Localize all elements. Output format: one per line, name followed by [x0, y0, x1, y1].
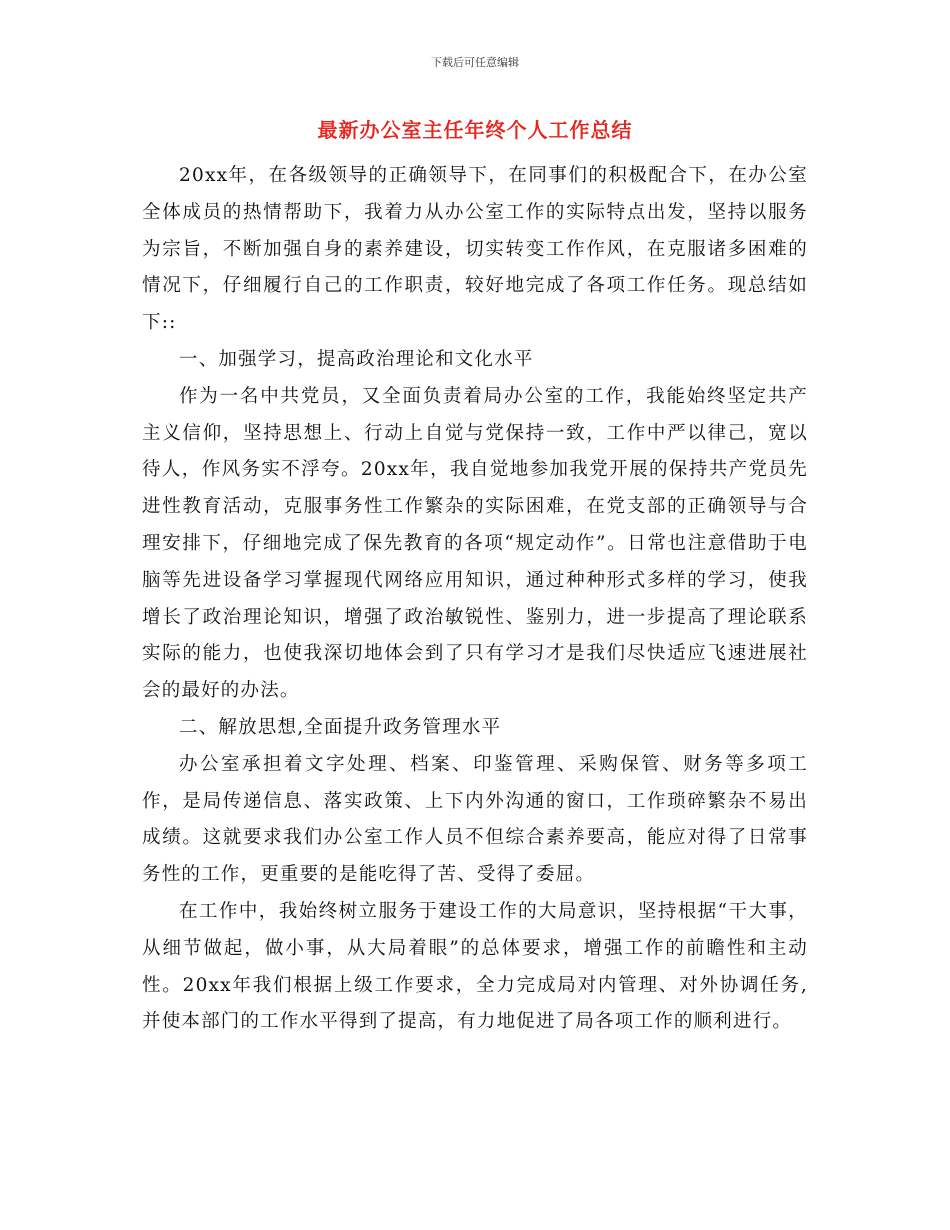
intro-paragraph: 20xx年，在各级领导的正确领导下，在同事们的积极配合下，在办公室全体成员的热情帮助下，我着力从办公室工作的实际特点出发，坚持以服务为宗旨，不断加强自身的素养建设，切实转变工作作风，在克服诸多困难的情况下，仔细履行自己的工作职责，较好地完成了各项工作任务。现总结如下::	[142, 165, 808, 334]
section-2-paragraph-2: 在工作中，我始终树立服务于建设工作的大局意识，坚持根据“干大事，从细节做起，做小事，从大局着眼”的总体要求，增强工作的前瞻性和主动性。20xx年我们根据上级工作要求，全力完成局对内管理、对外协调任务,并使本部门的工作水平得到了提高，有力地促进了局各项工作的顺利进行。	[142, 900, 808, 1033]
section-heading-2: 二、解放思想,全面提升政务管理水平	[179, 716, 502, 738]
section-1-paragraph: 作为一名中共党员，又全面负责着局办公室的工作，我能始终坚定共产主义信仰，坚持思想上、行动上自觉与党保持一致，工作中严以律己，宽以待人，作风务实不浮夸。20xx年，我自觉地参加我党开展的保持共产党员先进性教育活动，克服事务性工作繁杂的实际困难，在党支部的正确领导与合理安排下，仔细地完成了保先教育的各项“规定动作”。日常也注意借助于电脑等先进设备学习掌握现代网络应用知识，通过种种形式多样的学习，使我增长了政治理论知识，增强了政治敏锐性、鉴别力，进一步提高了理论联系实际的能力，也使我深切地体会到了只有学习才是我们尽快适应飞速进展社会的最好的办法。	[142, 385, 808, 702]
document-title: 最新办公室主任年终个人工作总结	[317, 118, 633, 142]
section-heading-1: 一、加强学习，提高政治理论和文化水平	[179, 348, 534, 370]
download-note: 下载后可任意编辑	[431, 56, 519, 69]
section-2-paragraph-1: 办公室承担着文字处理、档案、印鉴管理、采购保管、财务等多项工作，是局传递信息、落实政策、上下内外沟通的窗口，工作琐碎繁杂不易出成绩。这就要求我们办公室工作人员不但综合素养要高，能应对得了日常事务性的工作，更重要的是能吃得了苦、受得了委屈。	[142, 753, 808, 886]
document-body	[142, 158, 808, 1041]
